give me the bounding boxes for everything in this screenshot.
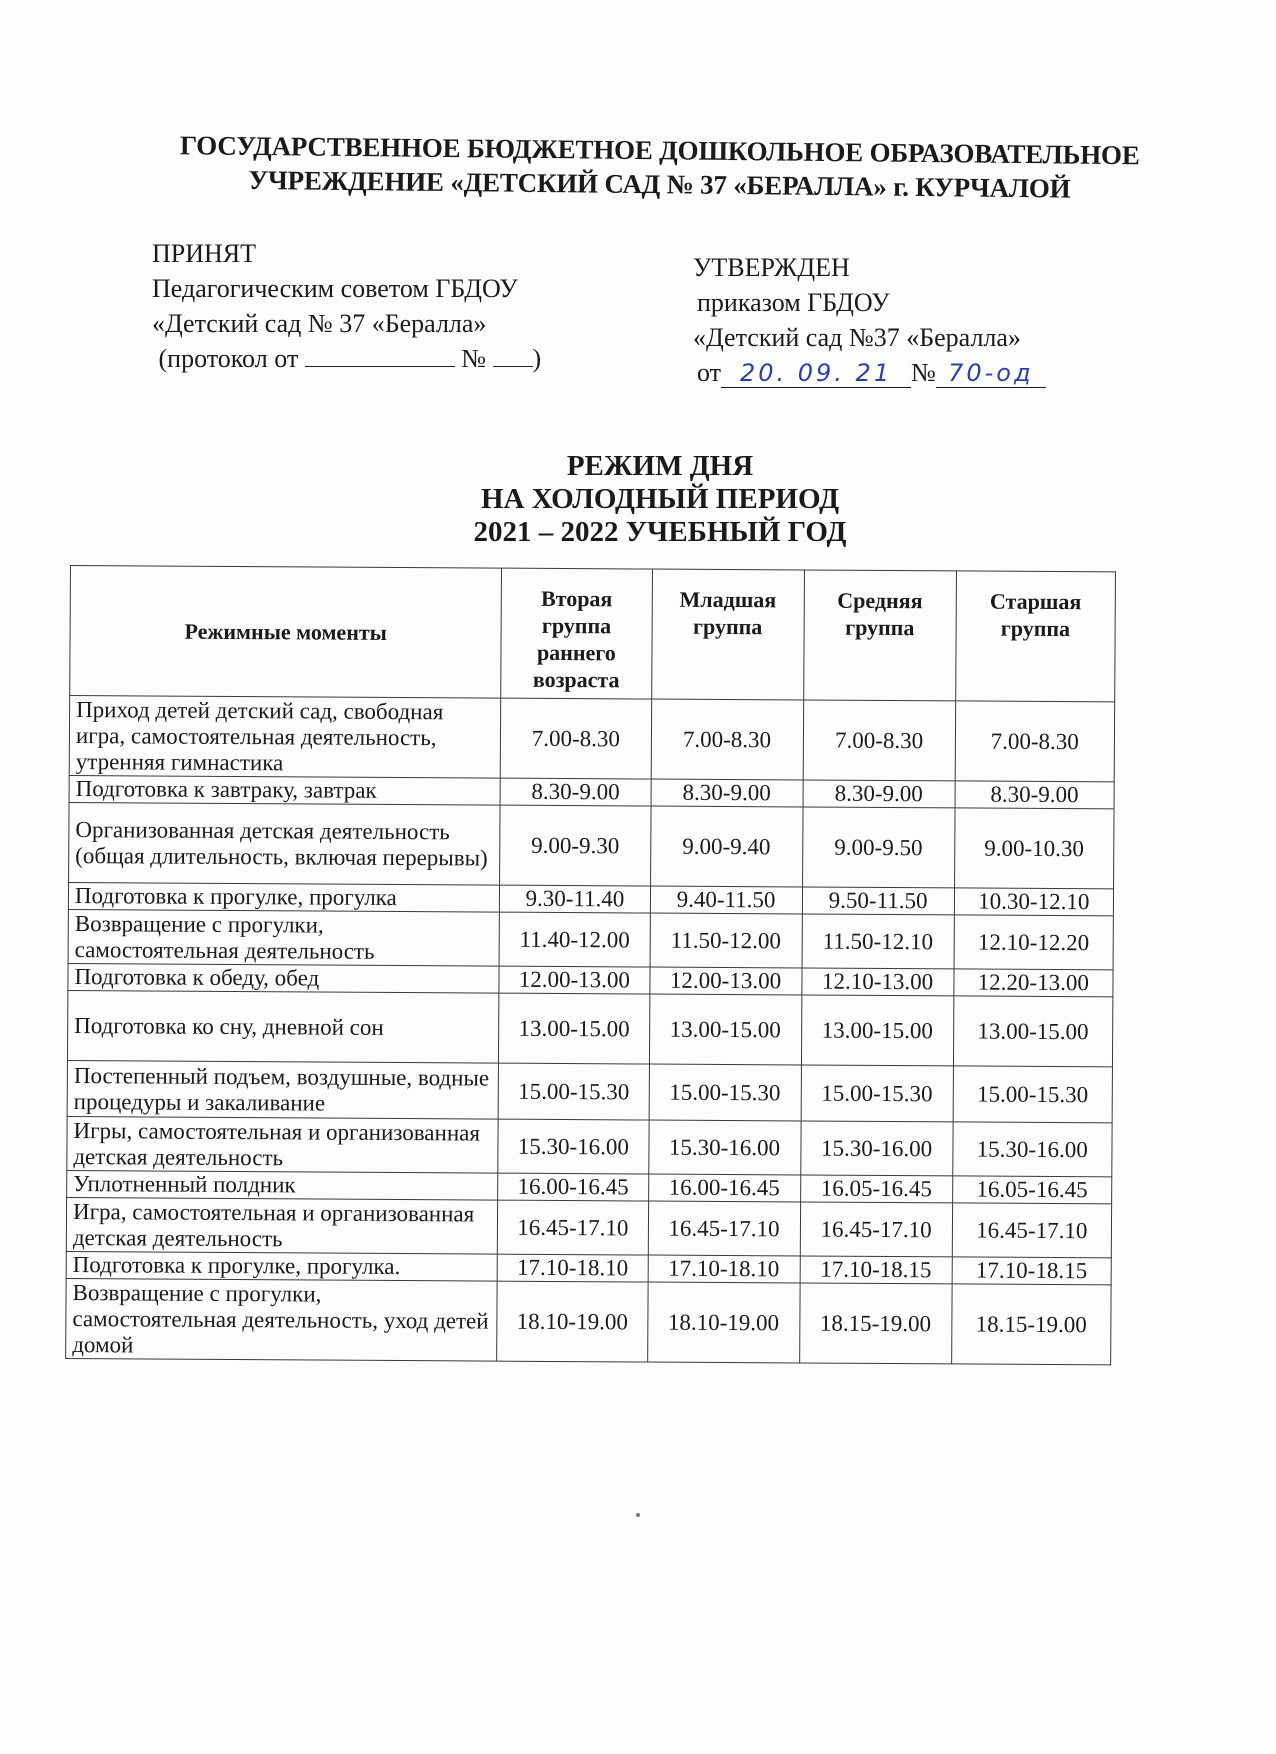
time-cell: 12.00-13.00 (649, 967, 801, 995)
time-cell: 9.00-9.50 (802, 807, 955, 888)
time-cell: 13.00-15.00 (801, 995, 953, 1066)
time-cell: 15.30-16.00 (952, 1122, 1112, 1177)
time-cell: 9.00-9.30 (500, 805, 651, 886)
time-cell: 7.00-8.30 (803, 700, 956, 781)
title-line2: НА ХОЛОДНЫЙ ПЕРИОД (480, 483, 840, 515)
organization-header (159, 128, 1160, 206)
protocol-prefix: (протокол от (158, 344, 299, 373)
time-cell: 11.40-12.00 (499, 912, 650, 967)
time-cell: 15.00-15.30 (498, 1063, 649, 1120)
time-cell: 18.10-19.00 (647, 1282, 800, 1363)
moment-cell: Игра, самостоятельная и организованная детская деятельность (66, 1197, 498, 1254)
time-cell: 7.00-8.30 (955, 701, 1115, 782)
time-cell: 15.00-15.30 (801, 1065, 953, 1122)
order-number-label: № (911, 358, 936, 387)
table-row (67, 990, 1112, 1066)
organization-name-line2: УЧРЕЖДЕНИЕ «ДЕТСКИЙ САД № 37 «БЕРАЛЛА» г. КУРЧАЛОЙ (248, 164, 1071, 204)
moment-cell: Подготовка к обеду, обед (68, 963, 499, 993)
time-cell: 11.50-12.10 (802, 914, 954, 969)
time-cell: 16.45-17.10 (800, 1202, 952, 1257)
moment-cell: Возвращение с прогулки, самостоятельная деятельность, уход детей домой (66, 1278, 498, 1361)
protocol-date-blank (305, 344, 455, 367)
moment-cell: Подготовка к прогулке, прогулка (68, 882, 499, 912)
time-cell: 8.30-9.00 (955, 781, 1114, 809)
table-row (66, 1197, 1111, 1257)
time-cell: 17.10-18.15 (800, 1256, 952, 1284)
approved-block (693, 250, 1046, 390)
table-row (67, 1116, 1112, 1176)
time-cell: 18.15-19.00 (799, 1283, 952, 1364)
time-cell: 11.50-12.00 (650, 913, 802, 968)
daily-schedule-table (65, 565, 1116, 1365)
time-cell: 12.10-12.20 (954, 915, 1114, 970)
title-line3: 2021 – 2022 УЧЕБНЫЙ ГОД (473, 516, 847, 548)
moment-cell: Подготовка к завтраку, завтрак (69, 775, 500, 805)
time-cell: 17.10-18.10 (648, 1255, 800, 1283)
approved-org-name: «Детский сад №37 «Бералла» (693, 323, 1021, 352)
approved-by-order: приказом ГБДОУ (697, 288, 890, 317)
moment-cell: Игры, самостоятельная и организованная детская деятельность (67, 1116, 499, 1173)
moment-cell: Возвращение с прогулки, самостоятельная деятельность (68, 909, 500, 966)
time-cell: 13.00-15.00 (649, 994, 801, 1065)
table-row (69, 696, 1114, 782)
time-cell: 15.30-16.00 (648, 1120, 800, 1175)
time-cell: 18.10-19.00 (497, 1281, 648, 1362)
time-cell: 9.30-11.40 (500, 885, 650, 913)
table-header-row (70, 566, 1116, 702)
time-cell: 7.00-8.30 (501, 698, 652, 779)
time-cell: 15.00-15.30 (649, 1064, 801, 1121)
order-date-handwritten: 20. 09. 21 (721, 359, 911, 388)
time-cell: 16.45-17.10 (498, 1200, 649, 1255)
table-row (69, 802, 1114, 888)
header-early-age-group: Вторая группа раннего возраста (501, 568, 652, 699)
time-cell: 15.30-16.00 (498, 1119, 649, 1174)
time-cell: 16.05-16.45 (952, 1176, 1111, 1204)
time-cell: 16.45-17.10 (648, 1201, 800, 1256)
table-row (68, 909, 1113, 969)
accepted-by-council: Педагогическим советом ГБДОУ (152, 274, 518, 303)
title-line1: РЕЖИМ ДНЯ (566, 450, 754, 482)
moment-cell: Уплотненный полдник (67, 1170, 498, 1200)
time-cell: 13.00-15.00 (953, 996, 1113, 1067)
time-cell: 8.30-9.00 (500, 778, 650, 806)
time-cell: 12.20-13.00 (954, 969, 1113, 997)
time-cell: 7.00-8.30 (651, 699, 804, 780)
moment-cell: Подготовка ко сну, дневной сон (67, 990, 499, 1063)
header-moments: Режимные моменты (70, 566, 502, 699)
order-date-prefix: от (697, 358, 722, 387)
moment-cell: Подготовка к прогулке, прогулка. (66, 1251, 497, 1281)
time-cell: 17.10-18.10 (497, 1254, 647, 1282)
table-row (67, 1060, 1112, 1122)
time-cell: 15.00-15.30 (953, 1066, 1113, 1123)
time-cell: 10.30-12.10 (954, 888, 1113, 916)
accepted-block (152, 236, 541, 376)
header-junior-group: Младшая группа (651, 569, 804, 700)
time-cell: 12.00-13.00 (499, 966, 649, 994)
time-cell: 13.00-15.00 (499, 993, 650, 1064)
time-cell: 18.15-19.00 (951, 1284, 1111, 1365)
time-cell: 9.00-9.40 (650, 806, 803, 887)
time-cell: 17.10-18.15 (952, 1257, 1111, 1285)
protocol-closing: ) (532, 344, 542, 373)
time-cell: 16.00-16.45 (498, 1173, 648, 1201)
protocol-number-blank (493, 344, 533, 367)
protocol-number-label: № (461, 344, 487, 373)
time-cell: 9.00-10.30 (954, 808, 1114, 889)
time-cell: 9.40-11.50 (650, 886, 802, 914)
time-cell: 12.10-13.00 (801, 968, 953, 996)
scan-speck (636, 1513, 640, 1517)
time-cell: 8.30-9.00 (651, 779, 803, 807)
time-cell: 16.05-16.45 (800, 1175, 952, 1203)
time-cell: 16.45-17.10 (952, 1203, 1112, 1258)
approved-order-line (693, 355, 1046, 390)
time-cell: 16.00-16.45 (648, 1174, 800, 1202)
moment-cell: Приход детей детский сад, свободная игра, самостоятельная деятельность, утренняя гимнастика (69, 696, 501, 779)
time-cell: 15.30-16.00 (800, 1121, 952, 1176)
moment-cell: Постепенный подъем, воздушные, водные процедуры и закаливание (67, 1060, 499, 1119)
moment-cell: Организованная детская деятельность (общая длительность, включая перерывы) (69, 802, 501, 885)
table-row (66, 1278, 1111, 1364)
accepted-org-name: «Детский сад № 37 «Бералла» (152, 309, 487, 338)
header-senior-group: Старшая группа (955, 571, 1115, 702)
time-cell: 9.50-11.50 (802, 887, 954, 915)
approved-title: УТВЕРЖДЕН (693, 253, 850, 282)
time-cell: 8.30-9.00 (803, 780, 955, 808)
document-title (440, 450, 880, 549)
accepted-protocol-line (152, 341, 541, 376)
organization-name-line1: ГОСУДАРСТВЕННОЕ БЮДЖЕТНОЕ ДОШКОЛЬНОЕ ОБРАЗОВАТЕЛЬНОЕ (179, 130, 1140, 171)
order-number-handwritten: 70-од (936, 359, 1046, 388)
header-middle-group: Средняя группа (803, 570, 956, 701)
accepted-title: ПРИНЯТ (152, 239, 257, 268)
